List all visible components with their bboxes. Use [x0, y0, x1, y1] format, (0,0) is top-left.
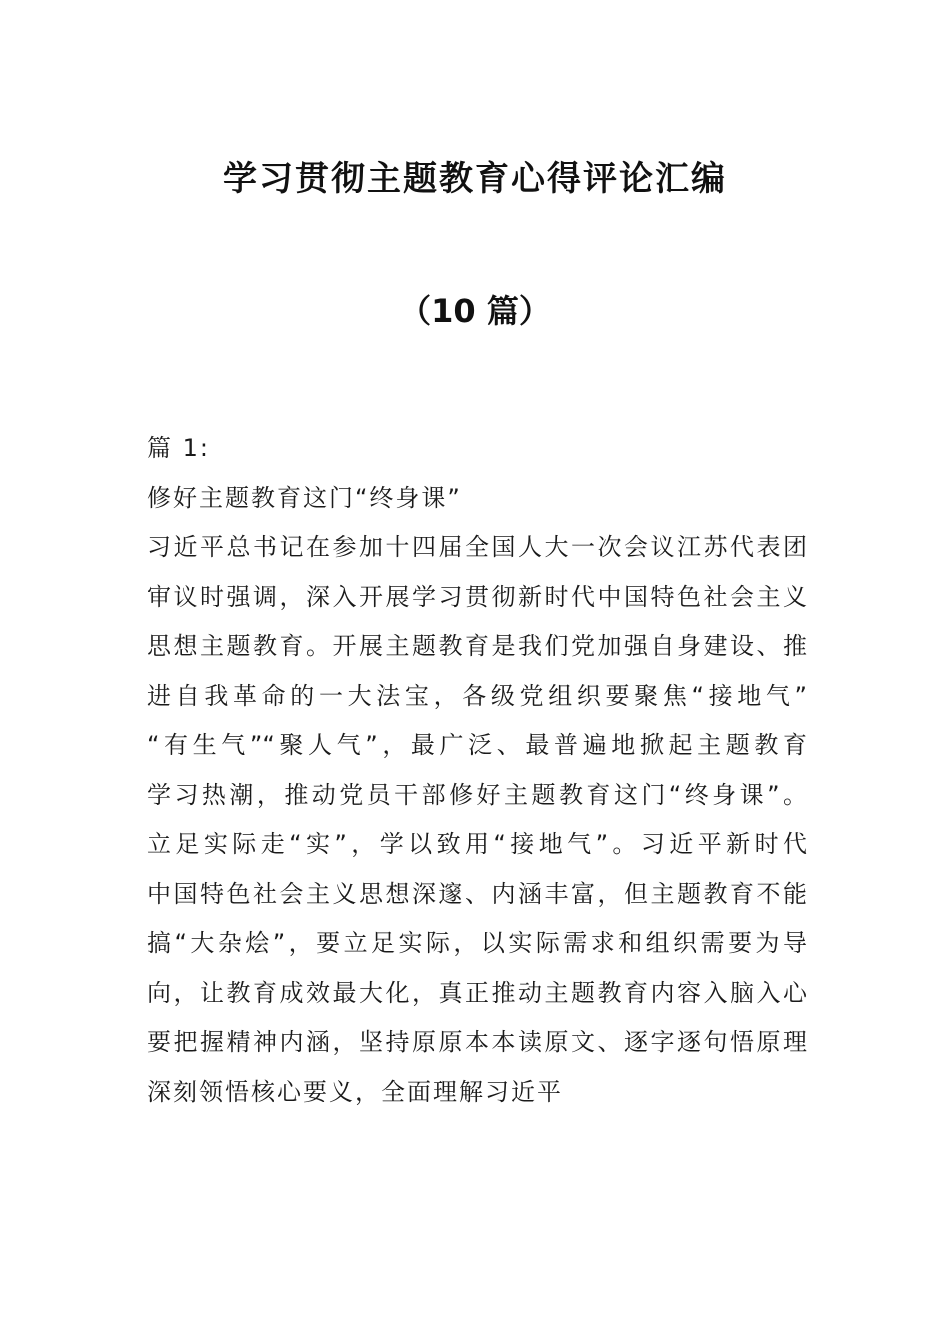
document-title: 学习贯彻主题教育心得评论汇编 [223, 159, 727, 199]
body-line-11: 要把握精神内涵，坚持原原本本读原文、逐字逐句悟原理 [147, 1028, 807, 1056]
body-line-9: 搞“大杂烩”，要立足实际，以实际需求和组织需要为导 [147, 929, 807, 957]
body-line-12: 深刻领悟核心要义，全面理解习近平 [147, 1077, 563, 1106]
body-line-4: 进自我革命的一大法宝，各级党组织要聚焦“接地气” [147, 681, 807, 710]
body-line-7: 立足实际走“实”，学以致用“接地气”。习近平新时代 [147, 830, 807, 858]
body-line-1: 习近平总书记在参加十四届全国人大一次会议江苏代表团 [147, 533, 807, 561]
body-line-3: 思想主题教育。开展主题教育是我们党加强自身建设、推 [147, 632, 807, 660]
document-body [147, 424, 807, 1117]
article-title: 修好主题教育这门“终身课” [147, 483, 462, 512]
body-line-2: 审议时强调，深入开展学习贯彻新时代中国特色社会主义 [147, 582, 807, 611]
section-label: 篇 1: [147, 434, 210, 462]
body-line-6: 学习热潮，推动党员干部修好主题教育这门“终身课”。 [147, 780, 807, 809]
body-line-5: “有生气”“聚人气”，最广泛、最普遍地掀起主题教育 [147, 731, 807, 759]
body-line-10: 向，让教育成效最大化，真正推动主题教育内容入脑入心 [147, 978, 807, 1007]
document-subtitle: （10 篇） [399, 292, 551, 330]
body-line-8: 中国特色社会主义思想深邃、内涵丰富，但主题教育不能 [147, 879, 807, 908]
